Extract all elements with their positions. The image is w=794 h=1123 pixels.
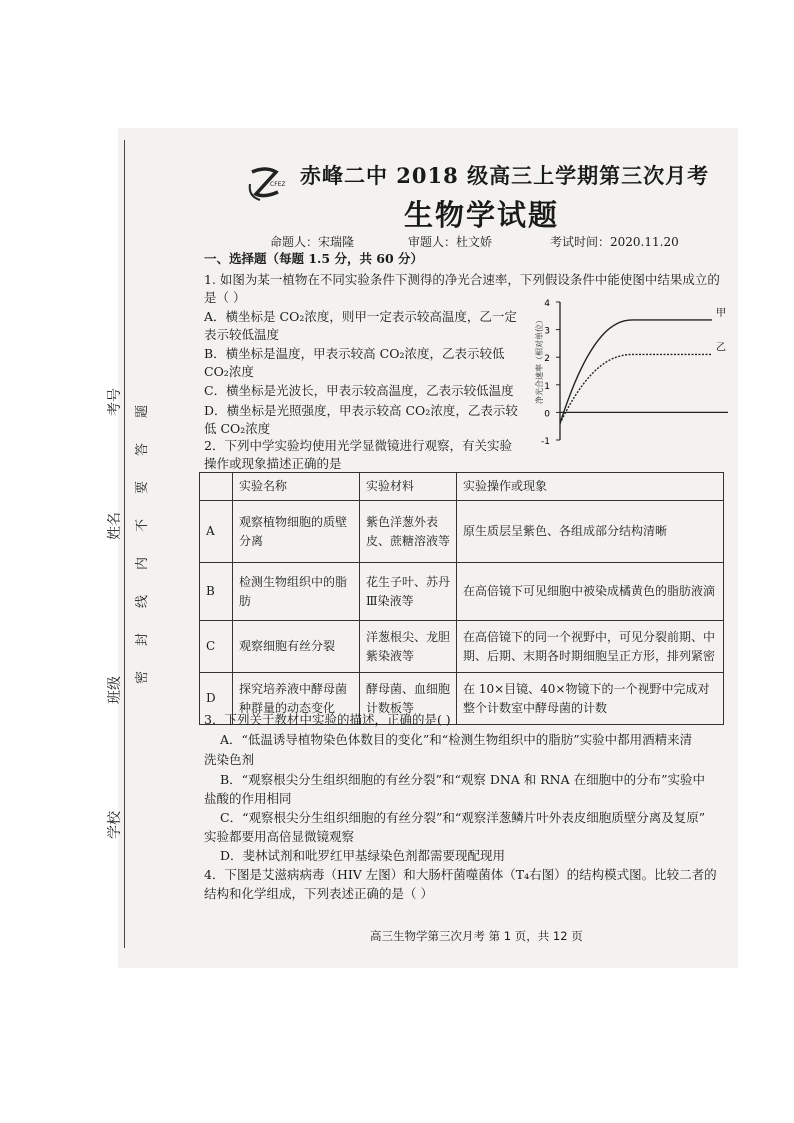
exam-number-label: 考号 [107,388,123,416]
q3-option-c-line2: 实验都要用高倍显微镜观察 [204,829,355,844]
q1-option-b-line1: B．横坐标是温度，甲表示较高 CO₂浓度，乙表示较低 [204,346,505,361]
row-phenomenon: 在高倍镜下可见细胞中被染成橘黄色的脂肪液滴 [457,563,724,621]
seal-char-5: 内 [135,556,151,571]
reviewer: 审题人：杜文娇 [408,235,493,249]
row-name: 探究培养液中酵母菌种群量的动态变化 [233,673,360,725]
logo-text: CFEZ [270,181,286,188]
seal-char-3: 要 [135,480,151,495]
q4-stem-line2: 结构和化学组成，下列表述正确的是（ ） [204,886,433,901]
row-option: C [200,621,233,673]
q3-option-b-line2: 盐酸的作用相同 [204,791,292,806]
school-logo-icon [246,164,290,204]
class-label: 班级 [107,676,123,704]
seal-char-4: 不 [135,518,151,533]
table-header-name: 实验名称 [233,473,360,501]
q1-option-c: C．横坐标是光波长，甲表示较高温度，乙表示较低温度 [204,383,514,398]
q1-option-a-line2: 表示较低温度 [204,327,280,342]
chart-ylabel: 净光合速率（相对单位） [535,316,544,404]
table-header-phenomenon: 实验操作或现象 [457,473,724,501]
row-material: 酵母菌、血细胞计数板等 [360,673,457,725]
section-heading: 一、选择题（每题 1.5 分，共 60 分） [204,251,424,266]
author: 命题人：宋瑞隆 [270,235,355,249]
q3-option-a-line1: A．“低温诱导植物染色体数目的变化”和“检测生物组织中的脂肪”实验中都用酒精来清 [220,732,693,747]
seal-char-8: 密 [135,670,151,685]
binding-line [124,140,125,948]
q3-option-d: D．斐林试剂和吡罗红甲基绿染色剂都需要现配现用 [220,848,506,863]
series-label-甲: 甲 [716,307,726,319]
y-tick-label-5: -1 [541,437,550,444]
q3-stem: 3．下列关于教材中实验的描述，正确的是( ) [204,712,451,727]
row-phenomenon: 在高倍镜下的同一个视野中，可见分裂前期、中期、后期、末期各时期细胞呈正方形，排列紧密 [457,621,724,673]
row-phenomenon: 原生质层呈紫色、各组成部分结构清晰 [457,501,724,563]
table-row [200,621,724,673]
series-line-甲 [560,320,712,424]
y-tick-label-3: 1 [544,381,550,392]
table-row [200,563,724,621]
y-tick-label-4: 0 [544,409,550,420]
series-label-乙: 乙 [716,342,726,354]
q1-option-d-line2: 低 CO₂浓度 [204,421,271,436]
q1-option-b-line2: CO₂浓度 [204,364,254,379]
q4-stem-line1: 4．下图是艾滋病病毒（HIV 左图）和大肠杆菌噬菌体（T₄右图）的结构模式图。比较二者的 [204,867,717,882]
page-footer: 高三生物学第三次月考 第 1 页，共 12 页 [370,929,583,943]
y-tick-label-1: 3 [544,326,550,337]
row-name: 检测生物组织中的脂肪 [233,563,360,621]
row-option: D [200,673,233,725]
y-tick-label-0: 4 [544,299,550,309]
table-header-row [200,473,724,501]
q2-stem-line2: 操作或现象描述正确的是 [204,456,342,471]
q1-stem-line2: 是（ ） [204,290,246,305]
y-tick-label-2: 2 [544,354,550,365]
q3-option-c-line1: C．“观察根尖分生组织细胞的有丝分裂”和“观察洋葱鳞片叶外表皮细胞质壁分离及复原” [220,810,706,825]
q1-chart [528,292,738,444]
q2-stem-line1: 2．下列中学实验均使用光学显微镜进行观察，有关实验 [204,438,512,453]
q3-option-a-line2: 洗染色剂 [204,752,255,767]
row-option: A [200,501,233,563]
table-row [200,501,724,563]
row-name: 观察植物细胞的质壁分离 [233,501,360,563]
q1-stem-line1: 1. 如图为某一植物在不同实验条件下测得的净光合速率，下列假设条件中能使图中结果成立的 [204,272,720,287]
exam-date: 考试时间：2020.11.20 [550,235,679,249]
row-name: 观察细胞有丝分裂 [233,621,360,673]
seal-char-7: 封 [135,632,151,647]
table-header-material: 实验材料 [360,473,457,501]
table-header-option [200,473,233,501]
exam-subtitle: 生物学试题 [404,198,560,232]
row-option: B [200,563,233,621]
exam-title: 赤峰二中 2018 级高三上学期第三次月考 [300,163,710,188]
q2-table [199,472,724,725]
row-material: 紫色洋葱外表皮、蔗糖溶液等 [360,501,457,563]
q1-option-a-line1: A．横坐标是 CO₂浓度，则甲一定表示较高温度，乙一定 [204,309,517,324]
name-label: 姓名 [107,512,123,540]
row-material: 花生子叶、苏丹Ⅲ染液等 [360,563,457,621]
school-label: 学校 [107,811,123,839]
row-phenomenon: 在 10×目镜、40×物镜下的一个视野中完成对整个计数室中酵母菌的计数 [457,673,724,725]
q1-option-d-line1: D．横坐标是光照强度，甲表示较高 CO₂浓度，乙表示较 [204,403,518,418]
seal-char-2: 答 [135,442,151,457]
seal-char-1: 题 [135,404,151,419]
row-material: 洋葱根尖、龙胆紫染液等 [360,621,457,673]
seal-char-6: 线 [135,594,151,609]
q3-option-b-line1: B．“观察根尖分生组织细胞的有丝分裂”和“观察 DNA 和 RNA 在细胞中的分布”实验中 [220,772,706,787]
